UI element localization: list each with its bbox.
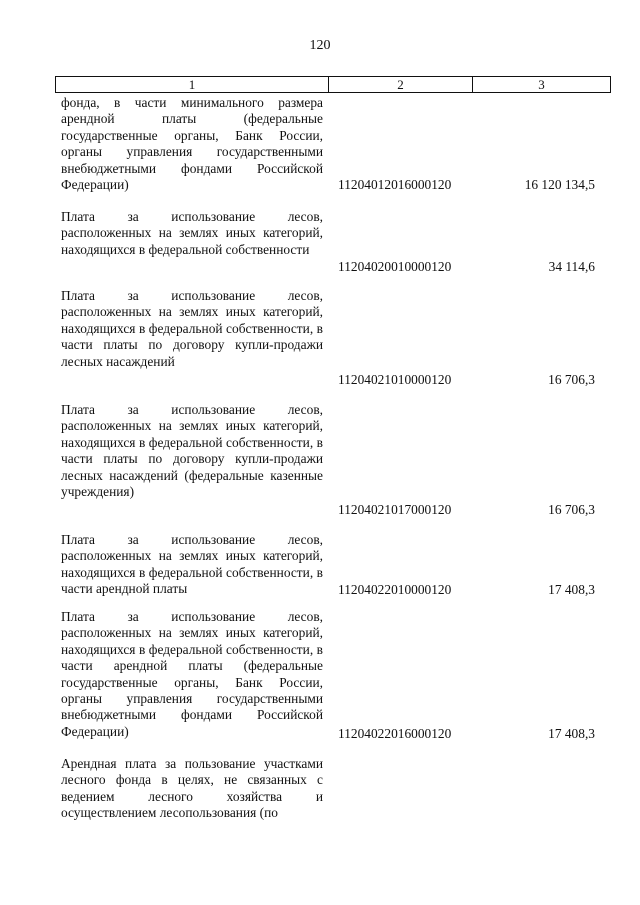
row-amount: 16 706,3 [548, 372, 595, 387]
row-code: 11204022016000120 [338, 726, 452, 741]
row-description: Арендная плата за пользование участками лесного фонда в целях, не связанных с ведением лесного хозяйства и осуществлением лесопользования (по [61, 756, 323, 821]
row-amount: 16 120 134,5 [524, 177, 595, 192]
row-amount: 17 408,3 [548, 726, 595, 741]
row-description: Плата за использование лесов, расположенных на землях иных категорий, находящихся в федеральной собственности, в части платы по договору купли-продажи лесных насаждений [61, 288, 323, 369]
row-amount: 34 114,6 [548, 259, 595, 274]
row-description: Плата за использование лесов, расположенных на землях иных категорий, находящихся в федеральной собственности [61, 209, 323, 257]
row-code: 11204022010000120 [338, 582, 452, 597]
row-amount: 17 408,3 [548, 582, 595, 597]
column-header-2: 2 [329, 77, 473, 92]
row-code: 11204012016000120 [338, 177, 452, 192]
row-description: Плата за использование лесов, расположенных на землях иных категорий, находящихся в федеральной собственности, в части платы по договору купли-продажи лесных насаждений (федеральные казенные учреждения) [61, 402, 323, 500]
column-header-3: 3 [538, 76, 545, 92]
row-code: 11204021017000120 [338, 502, 452, 517]
row-code: 11204020010000120 [338, 259, 452, 274]
row-description: фонда, в части минимального размера арендной платы (федеральные государственные органы, Банк России, органы управления государственными внебюджетными фондами Российской Федерации) [61, 95, 323, 193]
row-description: Плата за использование лесов, расположенных на землях иных категорий, находящихся в федеральной собственности, в части арендной платы (федеральные государственные органы, Банк России, органы управления государственными внебюджетными фондами Российской Федерации) [61, 609, 323, 739]
table-header [55, 76, 611, 93]
page-number: 120 [309, 38, 331, 53]
row-description: Плата за использование лесов, расположенных на землях иных категорий, находящихся в федеральной собственности, в части арендной платы [61, 532, 323, 597]
row-amount: 16 706,3 [548, 502, 595, 517]
column-header-1: 1 [56, 77, 329, 92]
row-code: 11204021010000120 [338, 372, 452, 387]
